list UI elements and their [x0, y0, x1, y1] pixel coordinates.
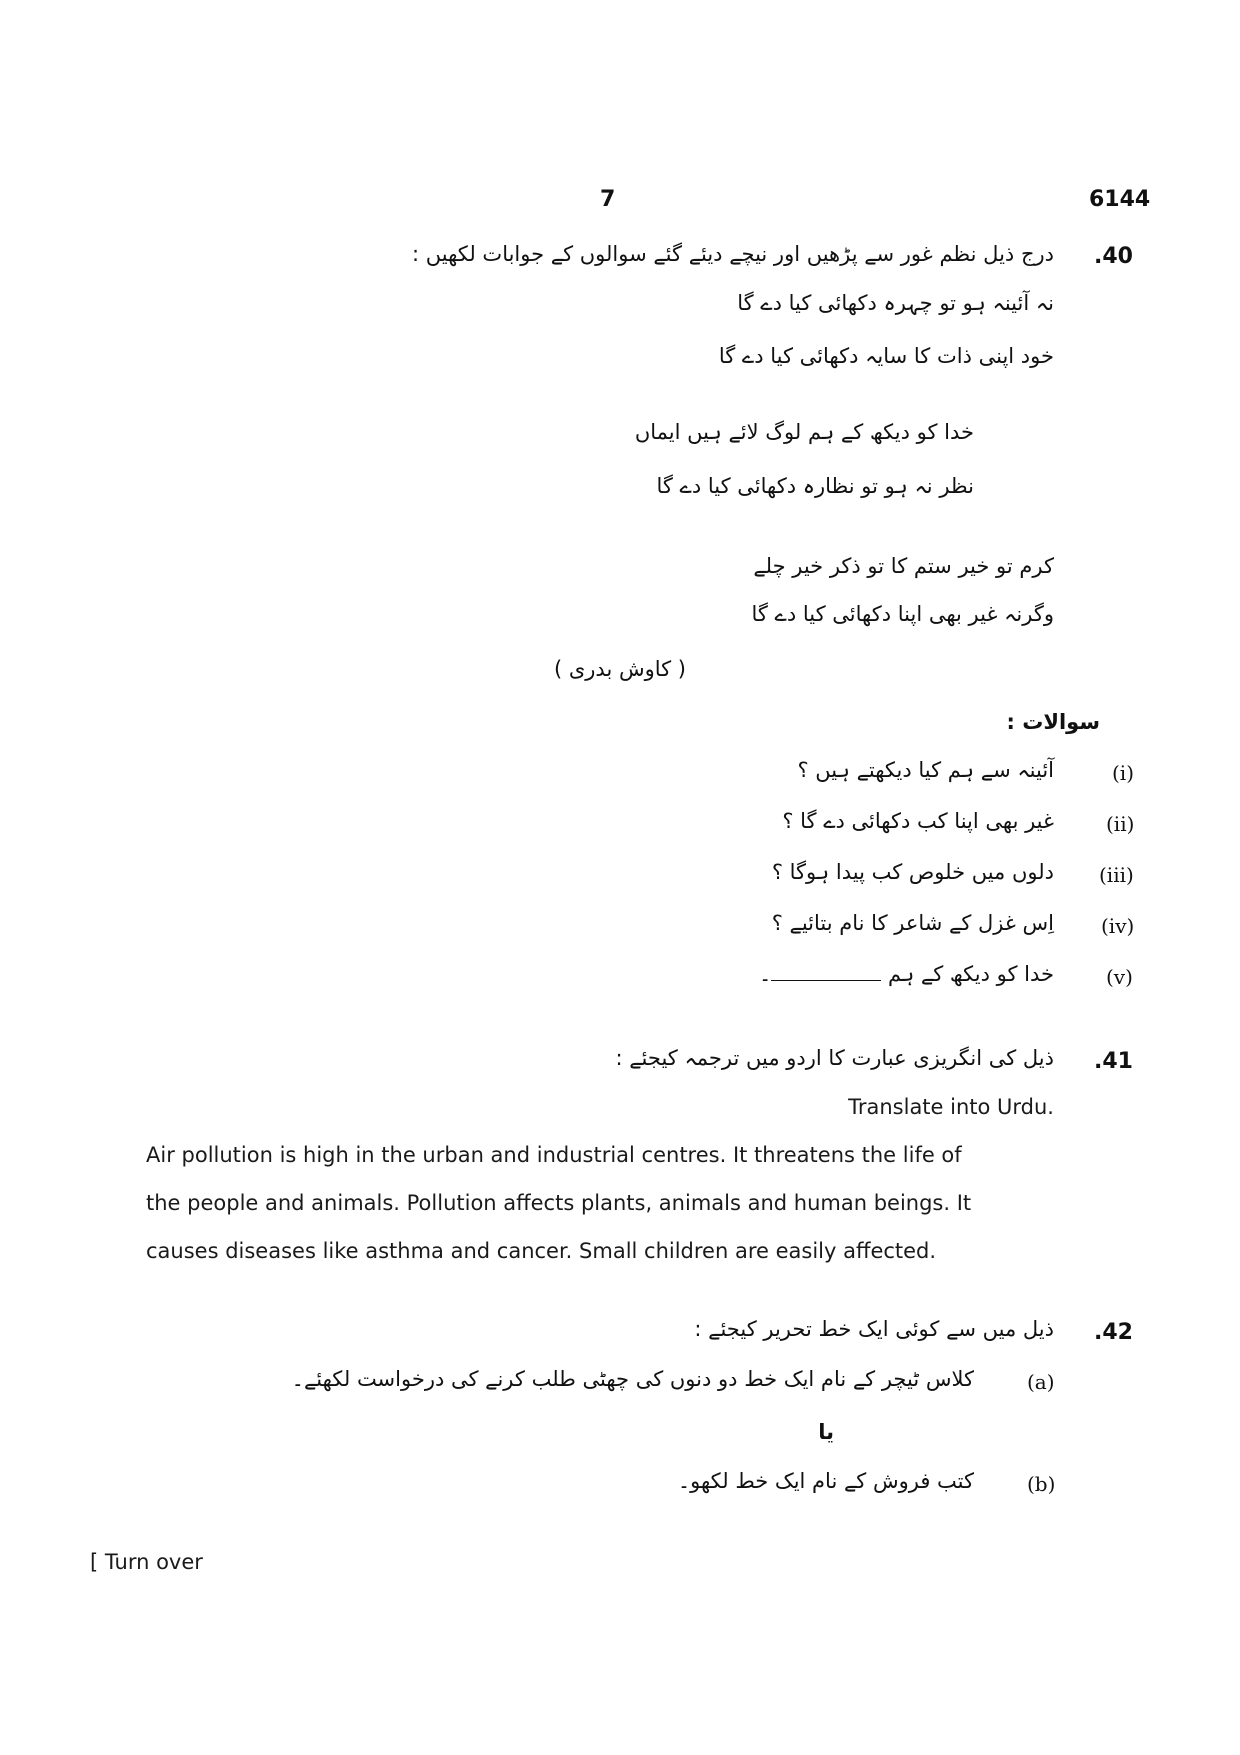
- option-num: (a): [1027, 1370, 1055, 1394]
- passage-line: the people and animals. Pollution affects plants, animals and human beings. It: [146, 1191, 972, 1215]
- passage-line: Air pollution is high in the urban and industrial centres. It threatens the life of: [146, 1143, 962, 1167]
- answer-blank-line: [771, 966, 881, 981]
- poem-line: خود اپنی ذات کا سایہ دکھائی کیا دے گا: [718, 344, 1054, 368]
- q41-instruction: ذیل کی انگریزی عبارت کا اردو میں ترجمہ کیجئے :: [615, 1046, 1054, 1070]
- page-number: 7: [600, 187, 616, 212]
- poem-line: خدا کو دیکھ کے ہم لوگ لائے ہیں ایماں: [634, 420, 974, 444]
- poem-line: نظر نہ ہو تو نظارہ دکھائی کیا دے گا: [656, 474, 974, 498]
- option-b-text: کتب فروش کے نام ایک خط لکھو۔: [677, 1469, 974, 1493]
- question-number-41: .41: [1094, 1049, 1133, 1074]
- questions-heading: سوالات :: [1006, 710, 1100, 734]
- q41-subtitle: Translate into Urdu.: [848, 1095, 1054, 1119]
- question-text: دلوں میں خلوص کب پیدا ہوگا ؟: [771, 860, 1054, 884]
- question-num: (v): [1106, 965, 1133, 989]
- poem-line: وگرنہ غیر بھی اپنا دکھائی کیا دے گا: [751, 602, 1054, 626]
- question-number-42: .42: [1094, 1320, 1133, 1345]
- poem-line: نہ آئینہ ہو تو چہرہ دکھائی کیا دے گا: [737, 291, 1054, 315]
- option-a-text: کلاس ٹیچر کے نام ایک خط دو دنوں کی چھٹی طلب کرنے کی درخواست لکھئے۔: [291, 1367, 974, 1391]
- option-num: (b): [1027, 1472, 1056, 1496]
- poem-line: کرم تو خیر ستم کا تو ذکر خیر چلے: [753, 554, 1054, 578]
- poet-name: ( کاوش بدری ): [553, 657, 686, 681]
- fill-blank-suffix: ۔: [758, 962, 772, 986]
- or-separator: یا: [818, 1420, 834, 1444]
- turn-over-note: [ Turn over: [90, 1550, 203, 1574]
- question-text: اِس غزل کے شاعر کا نام بتائیے ؟: [771, 911, 1054, 935]
- question-text: آئینہ سے ہم کیا دیکھتے ہیں ؟: [797, 758, 1054, 782]
- paper-code: 6144: [1089, 187, 1151, 212]
- question-num: (ii): [1106, 812, 1135, 836]
- question-num: (i): [1112, 761, 1135, 785]
- question-text-fill-blank: [759, 962, 1054, 986]
- passage-line: causes diseases like asthma and cancer. Small children are easily affected.: [146, 1239, 937, 1263]
- question-text: غیر بھی اپنا کب دکھائی دے گا ؟: [782, 809, 1054, 833]
- question-num: (iv): [1101, 914, 1135, 938]
- question-num: (iii): [1099, 863, 1134, 887]
- q42-instruction: ذیل میں سے کوئی ایک خط تحریر کیجئے :: [694, 1317, 1054, 1341]
- question-number-40: .40: [1094, 244, 1133, 269]
- fill-blank-text: خدا کو دیکھ کے ہم: [887, 962, 1054, 986]
- q40-instruction: درج ذیل نظم غور سے پڑھیں اور نیچے دیئے گئے سوالوں کے جوابات لکھیں :: [412, 242, 1054, 266]
